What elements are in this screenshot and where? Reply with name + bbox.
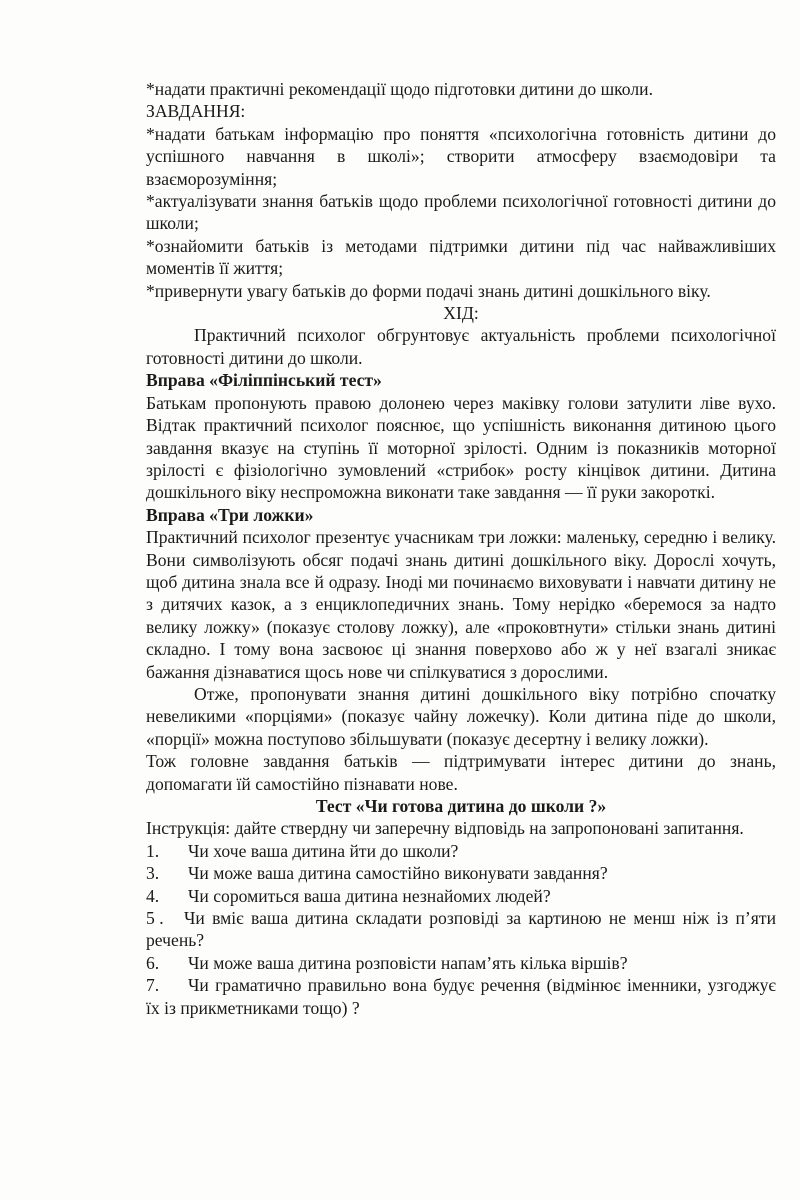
question-item — [146, 885, 776, 907]
question-list — [146, 840, 776, 1019]
question-item — [146, 952, 776, 974]
task-item: *привернути увагу батьків до форми подачі знань дитині дошкільного віку. — [146, 280, 711, 301]
test-instruction: Інструкція: дайте ствердну чи заперечну відповідь на запропоновані запитання. — [146, 818, 744, 839]
question-item — [146, 907, 776, 952]
tasks-heading: ЗАВДАННЯ: — [146, 101, 246, 122]
question-text: Чи граматично правильно вона будує речення (відмінює іменники, узгоджує їх із прикметниками тощо) ? — [146, 975, 776, 1018]
task-item: *актуалізувати знання батьків щодо проблеми психологічної готовності дитини до школи; — [146, 191, 776, 234]
exercise2-text2: Отже, пропонувати знання дитині дошкільного віку потрібно спочатку невеликими «порціями» (показує чайну ложечку). Коли дитина піде до школи, «порції» можна поступово збільшувати (показує десертну і велику ложки). — [146, 683, 776, 749]
question-text: Чи може ваша дитина самостійно виконувати завдання? — [188, 863, 608, 884]
question-text: Чи соромиться ваша дитина незнайомих людей? — [188, 885, 551, 906]
goals-tail: *надати практичні рекомендації щодо підготовки дитини до школи. — [146, 79, 653, 99]
exercise1-title: Вправа «Філіппінський тест» — [146, 370, 382, 391]
course-intro: Практичний психолог обгрунтовує актуальність проблеми психологічної готовності дитини до школи. — [146, 325, 776, 368]
question-item — [146, 840, 776, 862]
task-item: *ознайомити батьків із методами підтримки дитини під час найважливіших моментів її життя; — [146, 235, 776, 279]
exercise2-text3: Тож головне завдання батьків — підтримувати інтерес дитини до знань, допомагати їй самостійно пізнавати нове. — [146, 751, 776, 794]
question-item — [146, 974, 776, 1019]
exercise1-text: Батькам пропонують правою долонею через маківку голови затулити ліве вухо. Відтак практичний психолог пояснює, що успішність виконання дитиною цього завдання вказує на ступінь її моторної зрілості. Одним із показників моторної зрілості є фізіологічно зумовлений «стрибок» росту кінцівок дитини. Дитина дошкільного віку неспроможна виконати таке завдання — її руки закороткі. — [146, 392, 776, 503]
question-text: Чи хоче ваша дитина йти до школи? — [188, 840, 459, 861]
question-text: Чи може ваша дитина розповісти напам’ять кілька віршів? — [188, 952, 628, 973]
document-body — [146, 78, 776, 1019]
exercise2-text: Практичний психолог презентує учасникам три ложки: маленьку, середню і велику. Вони символізують обсяг подачі знань дитині дошкільного віку. Дорослі хочуть, щоб дитина знала все й одразу. Іноді ми починаємо виховувати і навчати дитину не з дитячих казок, а з енциклопедичних знань. Тому нерідко «беремося за надто велику ложку» (показує столову ложку), але «проковтнути» стільки знань дитині складно. І тому вона засвоює ці знання поверхово або ж у неї взагалі зникає бажання дізнаватися щось нове чи спілкуватися з дорослими. — [146, 527, 776, 682]
course-heading: ХІД: — [443, 303, 479, 324]
question-number: 1. — [146, 840, 160, 861]
question-number: 5 . — [146, 908, 164, 929]
question-text: Чи вміє ваша дитина складати розповіді за картиною не менш ніж із п’яти речень? — [146, 908, 776, 951]
question-number: 4. — [146, 885, 160, 906]
exercise2-title: Вправа «Три ложки» — [146, 504, 314, 525]
question-number: 6. — [146, 952, 160, 973]
task-item: *надати батькам інформацію про поняття «психологічна готовність дитини до успішного навчання в школі»; створити атмосферу взаємодовіри та взаєморозуміння; — [146, 123, 776, 189]
question-number: 7. — [146, 975, 160, 996]
question-number: 3. — [146, 863, 160, 884]
test-title: Тест «Чи готова дитина до школи ?» — [315, 796, 607, 816]
question-item — [146, 862, 776, 884]
